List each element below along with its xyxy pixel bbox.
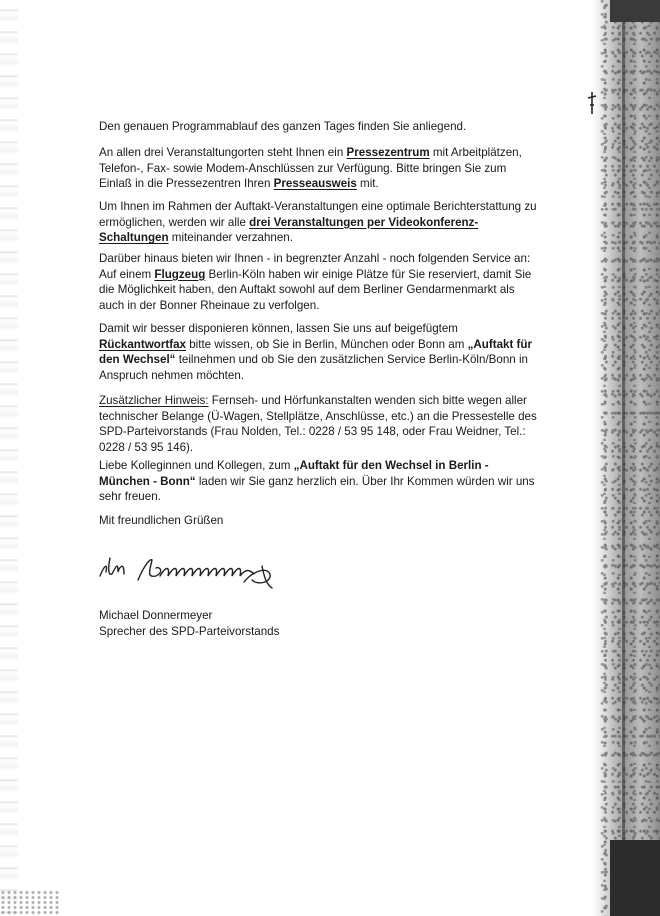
closing-greeting <box>99 513 539 529</box>
auftakt-highlight: „Auftakt für den Wechsel“ <box>99 337 533 367</box>
signer-name: Michael Donnermeyer <box>99 609 213 622</box>
paragraph-videoconference <box>99 199 539 246</box>
text: Darüber hinaus bieten wir Ihnen - in begrenzter Anzahl - noch folgenden Service an: Auf einem <box>99 252 531 281</box>
pressezentrum-highlight: Pressezentrum <box>346 146 430 159</box>
closing-text: Mit freundlichen Grüßen <box>99 514 224 527</box>
text: miteinander verzahnen. <box>168 231 293 245</box>
presseausweis-highlight: Presseausweis <box>273 177 357 191</box>
text: teilnehmen und ob Sie den zusätzlichen Service Berlin-Köln/Bonn in Anspruch nehmen möchten. <box>99 353 529 382</box>
paragraph-invitation <box>99 458 539 505</box>
scan-left-edge <box>0 0 18 916</box>
text: mit. <box>356 177 379 191</box>
signer-title: Sprecher des SPD-Parteivorstands <box>99 624 280 638</box>
event-title-highlight: „Auftakt für den Wechsel in Berlin - München - Bonn“ <box>99 459 489 488</box>
scan-bottom-left-noise <box>0 890 60 916</box>
paragraph-press-center <box>99 145 539 192</box>
handwritten-signature <box>94 536 284 592</box>
text: Fernseh- und Hörfunkanstalten wenden sich bitte wegen aller technischer Belange (Ü-Wagen, Stellplätze, Anschlüsse, etc.) an die Pressestelle des SPD-Parteivorstands (Frau Nolden, Tel.: 0228 / 53 95 148, oder Frau Weidner, Tel.: 0228 / 53 95 146). <box>99 394 537 454</box>
text: An allen drei Veranstaltungorten steht Ihnen ein <box>99 146 347 159</box>
additional-note-heading: Zusätzlicher Hinweis: <box>99 394 209 407</box>
scan-top-right-corner <box>610 0 660 22</box>
text: mit Arbeitplätzen, Telefon-, Fax- sowie Modem-Anschlüssen zur Verfügung. Bitte bringen Sie zum Einlaß in die Pressezentren Ihren <box>99 146 522 191</box>
videoconference-highlight: drei Veranstaltungen per Videokonferenz-Schaltungen <box>99 215 479 245</box>
paragraph-additional-note <box>99 393 539 455</box>
text: Liebe Kolleginnen und Kollegen, zum <box>99 459 294 472</box>
text: Damit wir besser disponieren können, lassen Sie uns auf beigefügtem <box>99 322 458 335</box>
rueckantwortfax-highlight: Rückantwortfax <box>99 337 186 351</box>
signer-block <box>99 608 279 639</box>
text: bitte wissen, ob Sie in Berlin, München oder Bonn am <box>185 337 468 351</box>
paragraph-flight-service <box>99 251 539 313</box>
paragraph-program <box>99 119 539 135</box>
paragraph-reply-fax <box>99 321 539 383</box>
scan-bottom-right-corner <box>610 840 660 916</box>
text: laden wir Sie ganz herzlich ein. Über Ihr Kommen würden wir uns sehr freuen. <box>99 474 535 504</box>
punch-mark-icon <box>584 90 600 116</box>
flugzeug-highlight: Flugzeug <box>154 267 206 281</box>
scan-right-speckle <box>600 0 660 916</box>
scan-page-edge-line <box>622 0 625 916</box>
text: Berlin-Köln haben wir einige Plätze für Sie reserviert, damit Sie die Möglichkeit haben, den Auftakt sowohl auf dem Berliner Gendarmenmarkt als auch in der Bonner Rheinaue zu verfolgen. <box>99 267 532 312</box>
text: Um Ihnen im Rahmen der Auftakt-Veranstaltungen eine optimale Berichterstattung zu ermöglichen, werden wir alle <box>99 200 537 229</box>
paragraph-program-text: Den genauen Programmablauf des ganzen Tages finden Sie anliegend. <box>99 120 467 133</box>
